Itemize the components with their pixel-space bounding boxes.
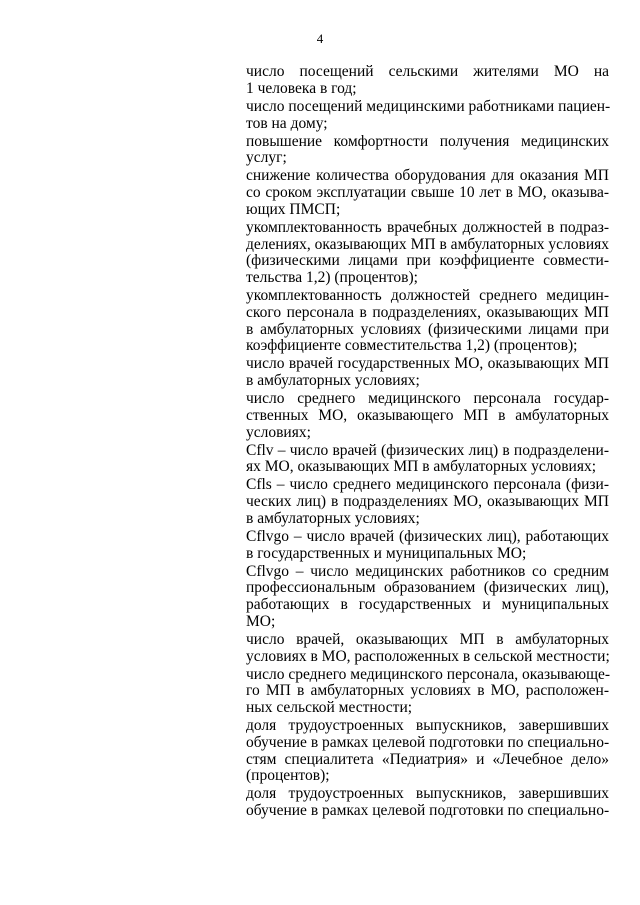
text-line: ского персонала в подразделениях, оказывающих МП: [246, 303, 609, 321]
paragraph: [246, 64, 609, 97]
text-line: в амбулаторных условиях (физическими лицами при: [246, 320, 609, 338]
text-line: Cflvgo – число врачей (физических лиц), работающих: [246, 527, 609, 545]
paragraph: [246, 99, 609, 132]
text-line: число врачей государственных МО, оказывающих МП: [246, 355, 609, 373]
text-line: ющих ПМСП;: [246, 200, 341, 218]
text-line: тов на дому;: [246, 114, 328, 132]
text-line: обучение в рамках целевой подготовки по специально-: [246, 733, 610, 751]
paragraph: [246, 134, 609, 167]
text-line: услуг;: [246, 149, 287, 167]
document-body: [246, 64, 609, 821]
paragraph: [246, 477, 609, 527]
paragraph: [246, 443, 609, 476]
text-line: (физическими лицами при коэффициенте совмести-: [246, 252, 609, 270]
paragraph: [246, 220, 609, 287]
text-line: работающих в государственных и муниципальных: [246, 596, 609, 614]
paragraph: [246, 632, 609, 665]
text-line: профессиональным образованием (физических лиц),: [246, 579, 609, 597]
text-line: число врачей, оказывающих МП в амбулаторных: [246, 630, 609, 648]
text-line: повышение комфортности получения медицинских: [246, 132, 609, 150]
paragraph: [246, 718, 609, 785]
text-line: условиях;: [246, 423, 311, 441]
paragraph: [246, 564, 609, 631]
paragraph: [246, 288, 609, 355]
text-line: делениях, оказывающих МП в амбулаторных условиях: [246, 235, 609, 253]
text-line: ственных МО, оказывающего МП в амбулаторных: [246, 406, 609, 424]
paragraph: [246, 786, 609, 819]
text-line: число посещений медицинскими работниками пациен-: [246, 97, 611, 115]
text-line: МО;: [246, 612, 276, 630]
text-line: Cflvgo – число медицинских работников со средним: [246, 562, 609, 580]
paragraph: [246, 529, 609, 562]
text-line: доля трудоустроенных выпускников, завершивших: [246, 785, 609, 803]
text-line: число посещений сельскими жителями МО на: [246, 63, 609, 80]
text-line: (процентов);: [246, 767, 330, 785]
text-line: Cflv – число врачей (физических лиц) в подразделени-: [246, 441, 609, 459]
text-line: число среднего медицинского персонала государ-: [246, 390, 609, 408]
paragraph: [246, 391, 609, 441]
text-line: в амбулаторных условиях;: [246, 509, 420, 527]
text-line: тельства 1,2) (процентов);: [246, 269, 418, 286]
paragraph: [246, 667, 609, 717]
text-line: снижение количества оборудования для оказания МП: [246, 167, 609, 185]
text-line: стям специалитета «Педиатрия» и «Лечебное дело»: [246, 750, 609, 768]
text-line: ных сельской местности;: [246, 699, 413, 717]
page-number: 4: [316, 31, 324, 46]
text-line: 1 человека в год;: [246, 79, 357, 97]
text-line: укомплектованность врачебных должностей в подраз-: [246, 218, 609, 236]
paragraph: [246, 168, 609, 218]
text-line: укомплектованность должностей среднего медицин-: [246, 287, 609, 305]
text-line: Cfls – число среднего медицинского персонала (физи-: [246, 476, 609, 494]
text-line: обучение в рамках целевой подготовки по специально-: [246, 802, 610, 820]
text-line: число среднего медицинского персонала, оказывающе-: [246, 665, 611, 683]
text-line: условиях в МО, расположенных в сельской местности;: [246, 647, 610, 665]
text-line: доля трудоустроенных выпускников, завершивших: [246, 717, 609, 735]
text-line: со сроком эксплуатации свыше 10 лет в МО, оказыва-: [246, 184, 609, 202]
text-line: коэффициенте совместительства 1,2) (процентов);: [246, 337, 578, 355]
text-line: в амбулаторных условиях;: [246, 372, 420, 389]
text-line: в государственных и муниципальных МО;: [246, 544, 527, 562]
text-line: го МП в амбулаторных условиях в МО, расположен-: [246, 682, 609, 700]
text-line: ческих лиц) в подразделениях МО, оказывающих МП: [246, 493, 609, 511]
paragraph: [246, 356, 609, 389]
text-line: ях МО, оказывающих МП в амбулаторных условиях;: [246, 458, 596, 476]
